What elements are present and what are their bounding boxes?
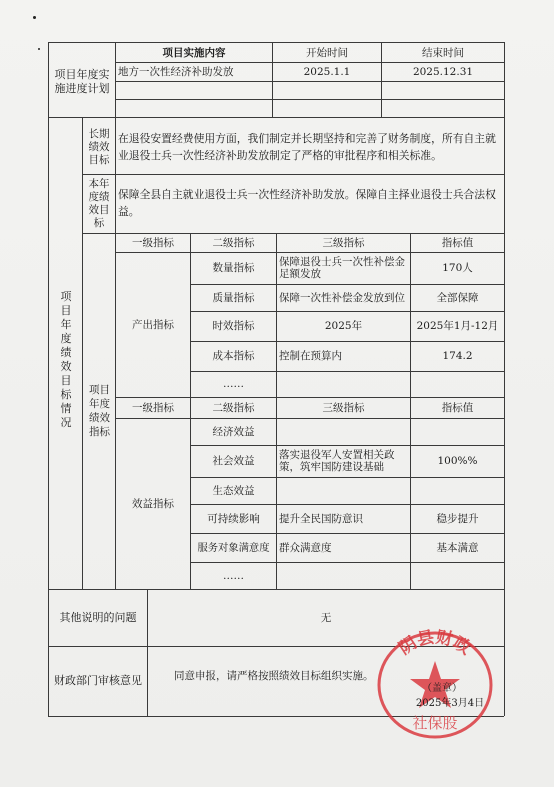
col-header-end: 结束时间 bbox=[422, 46, 464, 59]
table-border bbox=[504, 42, 505, 716]
other-issues-label: 其他说明的问题 bbox=[59, 610, 137, 624]
scan-speck bbox=[33, 16, 36, 19]
table-cell: 数量指标 bbox=[212, 262, 255, 274]
col-header-start: 开始时间 bbox=[306, 46, 348, 59]
col-header-level2: 二级指标 bbox=[212, 236, 255, 249]
finance-opinion-text: 同意申报，请严格按照绩效目标组织实施。 bbox=[174, 670, 374, 682]
goals-section-label: 项目年度绩效目标情况 bbox=[60, 290, 72, 429]
table-cell: 174.2 bbox=[442, 350, 473, 362]
output-indicator-label: 产出指标 bbox=[132, 318, 174, 331]
col-header-level3: 三级指标 bbox=[322, 236, 365, 249]
grid-line bbox=[115, 81, 504, 82]
table-cell: 基本满意 bbox=[436, 541, 479, 554]
grid-line bbox=[48, 117, 504, 118]
table-cell: 成本指标 bbox=[212, 350, 255, 362]
finance-opinion-label: 财政部门审核意见 bbox=[54, 674, 142, 687]
long-term-text: 在退役安置经费使用方面，我们制定并长期坚持和完善了财务制度，所有自主就业退役士兵一次性经济补助发放制定了严格的审批程序和相关标准。 bbox=[118, 132, 496, 162]
long-term-label: 长期绩效目标 bbox=[88, 127, 110, 166]
plan-content-cell: 地方一次性经济补助发放 bbox=[118, 65, 234, 78]
col-header-level3: 三级指标 bbox=[322, 401, 365, 414]
col-header-level1: 一级指标 bbox=[132, 401, 174, 414]
table-cell: 提升全民国防意识 bbox=[279, 512, 363, 525]
col-header-level1: 一级指标 bbox=[132, 236, 174, 249]
stamp-note: （盖章） bbox=[422, 683, 462, 694]
grid-line bbox=[115, 99, 504, 100]
annual-label: 本年度绩效目标 bbox=[88, 178, 110, 229]
ellipsis-cell: …… bbox=[223, 569, 244, 582]
table-cell: 控制在预算内 bbox=[279, 350, 342, 362]
table-cell: 可持续影响 bbox=[207, 512, 260, 525]
plan-end-cell: 2025.12.31 bbox=[412, 65, 474, 78]
col-header-value: 指标值 bbox=[441, 236, 474, 249]
table-cell: 质量指标 bbox=[212, 291, 255, 304]
annual-text: 保障全县自主就业退役士兵一次性经济补助发放。保障自主择业退役士兵合法权益。 bbox=[118, 188, 496, 218]
table-cell: 全部保障 bbox=[436, 291, 479, 304]
approval-date: 2025年3月4日 bbox=[415, 698, 485, 709]
table-cell: 2025年1月-12月 bbox=[416, 320, 499, 332]
table-cell: 生态效益 bbox=[212, 484, 255, 497]
table-cell: 时效指标 bbox=[212, 320, 255, 332]
col-header-level2: 二级指标 bbox=[212, 401, 255, 414]
indicator-label: 项目年度绩效指标 bbox=[89, 384, 110, 438]
table-cell: 服务对象满意度 bbox=[197, 541, 270, 554]
benefit-indicator-label: 效益指标 bbox=[132, 497, 174, 510]
scan-speck bbox=[38, 48, 40, 50]
other-issues-value: 无 bbox=[320, 611, 332, 624]
plan-start-cell: 2025.1.1 bbox=[303, 65, 351, 78]
seal-top-text: 阴县财政 bbox=[395, 627, 475, 660]
table-cell: 落实退役军人安置相关政策，筑牢国防建设基础 bbox=[279, 449, 395, 473]
table-cell: 社会效益 bbox=[212, 455, 255, 467]
col-header-content: 项目实施内容 bbox=[162, 46, 226, 59]
col-header-value: 指标值 bbox=[441, 401, 474, 414]
table-cell: 经济效益 bbox=[212, 425, 255, 438]
plan-row-label: 项目年度实施进度计划 bbox=[54, 68, 110, 95]
grid-line bbox=[82, 174, 504, 175]
table-cell: 100%% bbox=[437, 455, 478, 467]
table-cell: 稳步提升 bbox=[436, 512, 479, 525]
seal-bottom-text: 社保股 bbox=[412, 714, 458, 732]
table-cell: 2025年 bbox=[324, 320, 363, 332]
table-cell: 170人 bbox=[442, 262, 473, 274]
table-cell: 保障退役士兵一次性补偿金足额发放 bbox=[279, 256, 405, 280]
ellipsis-cell: …… bbox=[223, 378, 244, 390]
table-cell: 保障一次性补偿金发放到位 bbox=[279, 291, 405, 304]
table-cell: 群众满意度 bbox=[279, 541, 332, 554]
